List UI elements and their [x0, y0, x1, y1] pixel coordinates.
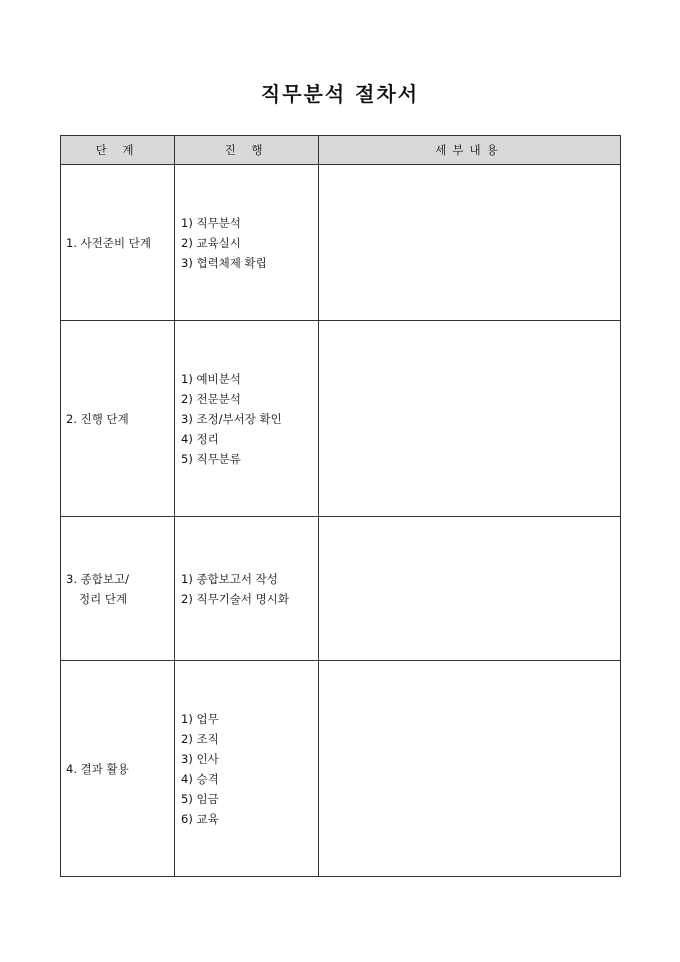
list-item: 2) 전문분석 [181, 391, 241, 406]
list-item: 4) 승격 [181, 771, 219, 786]
table-row [61, 321, 621, 517]
list-item: 4) 정리 [181, 431, 219, 446]
detail-cell[interactable] [319, 321, 621, 517]
list-item: 1) 업무 [181, 711, 219, 726]
progress-list [181, 569, 318, 609]
list-item: 2) 조직 [181, 731, 219, 746]
table-row [61, 661, 621, 877]
list-item: 5) 임금 [181, 791, 219, 806]
table-row [61, 165, 621, 321]
list-item: 1) 예비분석 [181, 371, 241, 386]
detail-cell[interactable] [319, 165, 621, 321]
header-detail: 세부내용 [319, 136, 621, 165]
list-item: 5) 직무분류 [181, 451, 241, 466]
stage-cell [61, 321, 175, 517]
stage-cell [61, 661, 175, 877]
stage-label: 3. 종합보고/ [66, 571, 129, 586]
list-item: 1) 종합보고서 작성 [181, 571, 278, 586]
detail-cell[interactable] [319, 517, 621, 661]
stage-label-continued: 정리 단계 [79, 591, 128, 606]
procedure-table [60, 135, 621, 877]
progress-cell [175, 165, 319, 321]
stage-cell [61, 517, 175, 661]
list-item: 3) 조정/부서장 확인 [181, 411, 282, 426]
list-item: 2) 교육실시 [181, 235, 241, 250]
header-row [61, 136, 621, 165]
list-item: 3) 협력체제 확립 [181, 255, 267, 270]
list-item: 1) 직무분석 [181, 215, 241, 230]
table-row [61, 517, 621, 661]
stage-label: 1. 사전준비 단계 [66, 235, 151, 250]
stage-label: 2. 진행 단계 [66, 411, 129, 426]
detail-cell[interactable] [319, 661, 621, 877]
list-item: 2) 직무기술서 명시화 [181, 591, 289, 606]
stage-label: 4. 결과 활용 [66, 761, 129, 776]
progress-list [181, 369, 318, 469]
progress-cell [175, 517, 319, 661]
header-stage: 단 계 [61, 136, 175, 165]
list-item: 3) 인사 [181, 751, 219, 766]
stage-cell [61, 165, 175, 321]
list-item: 6) 교육 [181, 811, 219, 826]
progress-list [181, 213, 318, 273]
progress-cell [175, 321, 319, 517]
progress-cell [175, 661, 319, 877]
document-title: 직무분석 절차서 [260, 82, 420, 106]
progress-list [181, 709, 318, 829]
header-progress: 진 행 [175, 136, 319, 165]
